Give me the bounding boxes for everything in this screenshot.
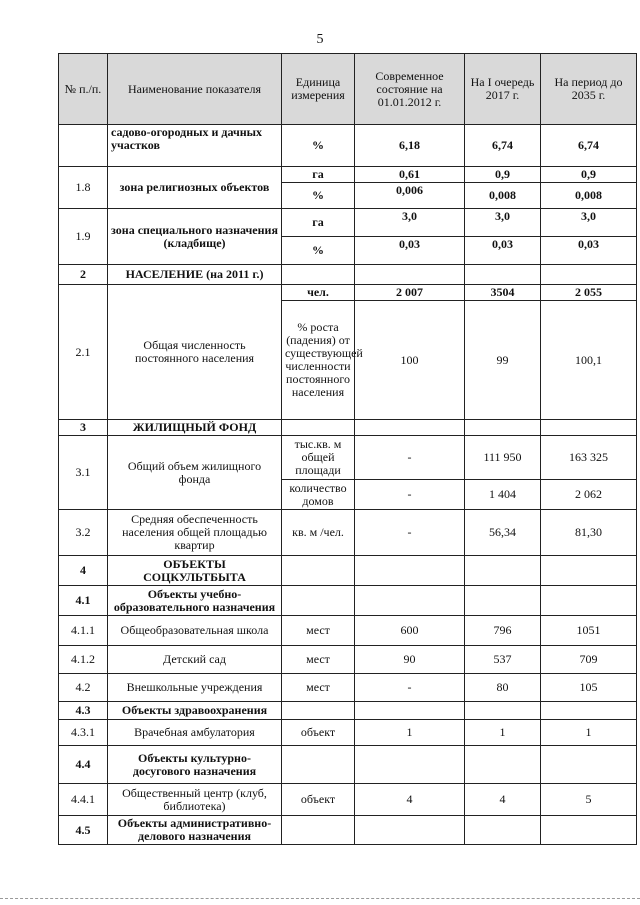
row-value-period: 1	[541, 720, 637, 746]
section-num: 4.1	[59, 586, 108, 616]
row-value-current: -	[355, 436, 465, 480]
section-row	[59, 702, 637, 720]
row-name: зона религиозных объектов	[108, 167, 282, 209]
row-value-stage1: 796	[465, 616, 541, 646]
section-title: Объекты культурно-досугового назначения	[108, 746, 282, 784]
section-title: ОБЪЕКТЫ СОЦКУЛЬТБЫТА	[108, 556, 282, 586]
row-value-stage1: 80	[465, 674, 541, 702]
row-value-period: 100,1	[541, 301, 637, 420]
row-name: садово-огородных и дачных участков	[108, 125, 282, 167]
row-unit: га	[282, 209, 355, 237]
page-bottom-divider	[0, 898, 640, 899]
row-unit: мест	[282, 646, 355, 674]
section-num: 4.3	[59, 702, 108, 720]
row-value-period: 6,74	[541, 125, 637, 167]
row-name: Средняя обеспеченность населения общей площадью квартир	[108, 510, 282, 556]
section-row	[59, 746, 637, 784]
row-value-stage1: 3,0	[465, 209, 541, 237]
row-unit: мест	[282, 616, 355, 646]
header-unit: Единица измерения	[282, 54, 355, 125]
section-title: Объекты учебно-образовательного назначения	[108, 586, 282, 616]
row-name: Общая численность постоянного населения	[108, 285, 282, 420]
row-value-current: -	[355, 510, 465, 556]
row-unit: количество домов	[282, 480, 355, 510]
row-num: 2.1	[59, 285, 108, 420]
row-value-period: 163 325	[541, 436, 637, 480]
page-number: 5	[316, 32, 324, 47]
section-title: Объекты административно-делового назначения	[108, 816, 282, 845]
row-value-stage1: 0,008	[465, 183, 541, 209]
row-unit: га	[282, 167, 355, 183]
row-unit: мест	[282, 674, 355, 702]
row-value-stage1: 6,74	[465, 125, 541, 167]
header-stage1: На I очередь 2017 г.	[465, 54, 541, 125]
header-num: № п./п.	[59, 54, 108, 125]
section-row	[59, 420, 637, 436]
header-name: Наименование показателя	[108, 54, 282, 125]
section-row	[59, 556, 637, 586]
row-value-current: -	[355, 480, 465, 510]
row-value-period: 5	[541, 784, 637, 816]
row-value-stage1: 0,03	[465, 237, 541, 265]
row-num: 1.9	[59, 209, 108, 265]
row-name: зона специального назначения (кладбище)	[108, 209, 282, 265]
table-row	[59, 510, 637, 556]
row-value-current: -	[355, 674, 465, 702]
row-num: 4.3.1	[59, 720, 108, 746]
indicators-table	[58, 53, 637, 845]
table-row	[59, 285, 637, 301]
row-value-current: 2 007	[355, 285, 465, 301]
row-value-period: 2 055	[541, 285, 637, 301]
row-value-current: 0,03	[355, 237, 465, 265]
row-unit: тыс.кв. м общей площади	[282, 436, 355, 480]
row-value-stage1: 3504	[465, 285, 541, 301]
table-header-row	[59, 54, 637, 125]
row-value-stage1: 111 950	[465, 436, 541, 480]
row-value-stage1: 537	[465, 646, 541, 674]
row-unit: %	[282, 237, 355, 265]
row-value-stage1: 99	[465, 301, 541, 420]
table-row	[59, 674, 637, 702]
row-unit: объект	[282, 720, 355, 746]
section-title: ЖИЛИЩНЫЙ ФОНД	[108, 420, 282, 436]
row-value-stage1: 56,34	[465, 510, 541, 556]
row-num: 1.8	[59, 167, 108, 209]
section-row	[59, 816, 637, 845]
row-value-current: 4	[355, 784, 465, 816]
row-value-period: 105	[541, 674, 637, 702]
row-value-period: 0,008	[541, 183, 637, 209]
row-unit: %	[282, 125, 355, 167]
row-num: 4.1.1	[59, 616, 108, 646]
row-num: 4.4.1	[59, 784, 108, 816]
section-row	[59, 265, 637, 285]
section-title: Объекты здравоохранения	[108, 702, 282, 720]
row-unit: % роста (падения) от существующей численности постоянного населения	[282, 301, 355, 420]
row-value-period: 0,03	[541, 237, 637, 265]
row-num: 4.2	[59, 674, 108, 702]
row-value-current: 3,0	[355, 209, 465, 237]
row-name: Общий объем жилищного фонда	[108, 436, 282, 510]
row-value-stage1: 1 404	[465, 480, 541, 510]
row-name: Внешкольные учреждения	[108, 674, 282, 702]
row-name: Детский сад	[108, 646, 282, 674]
section-num: 4	[59, 556, 108, 586]
table-row	[59, 784, 637, 816]
row-value-period: 81,30	[541, 510, 637, 556]
header-period: На период до 2035 г.	[541, 54, 637, 125]
row-value-current: 0,61	[355, 167, 465, 183]
row-value-current: 100	[355, 301, 465, 420]
table-row	[59, 125, 637, 167]
row-unit: кв. м /чел.	[282, 510, 355, 556]
row-name: Общеобразовательная школа	[108, 616, 282, 646]
row-value-stage1: 0,9	[465, 167, 541, 183]
row-value-current: 1	[355, 720, 465, 746]
row-name: Общественный центр (клуб, библиотека)	[108, 784, 282, 816]
row-value-stage1: 4	[465, 784, 541, 816]
table-row	[59, 209, 637, 237]
table-row	[59, 167, 637, 183]
section-num: 4.5	[59, 816, 108, 845]
header-current: Современное состояние на 01.01.2012 г.	[355, 54, 465, 125]
row-value-period: 2 062	[541, 480, 637, 510]
table-row	[59, 436, 637, 480]
row-value-current: 0,006	[355, 183, 465, 209]
row-num	[59, 125, 108, 167]
row-unit: %	[282, 183, 355, 209]
row-value-current: 90	[355, 646, 465, 674]
section-row	[59, 586, 637, 616]
table-row	[59, 646, 637, 674]
row-value-period: 709	[541, 646, 637, 674]
section-num: 3	[59, 420, 108, 436]
row-value-current: 600	[355, 616, 465, 646]
row-value-stage1: 1	[465, 720, 541, 746]
section-title: НАСЕЛЕНИЕ (на 2011 г.)	[108, 265, 282, 285]
row-unit: объект	[282, 784, 355, 816]
row-num: 4.1.2	[59, 646, 108, 674]
row-value-period: 0,9	[541, 167, 637, 183]
row-value-period: 3,0	[541, 209, 637, 237]
table-row	[59, 616, 637, 646]
table-row	[59, 720, 637, 746]
section-num: 2	[59, 265, 108, 285]
row-unit: чел.	[282, 285, 355, 301]
row-num: 3.1	[59, 436, 108, 510]
row-name: Врачебная амбулатория	[108, 720, 282, 746]
row-num: 3.2	[59, 510, 108, 556]
row-value-current: 6,18	[355, 125, 465, 167]
section-num: 4.4	[59, 746, 108, 784]
row-value-period: 1051	[541, 616, 637, 646]
